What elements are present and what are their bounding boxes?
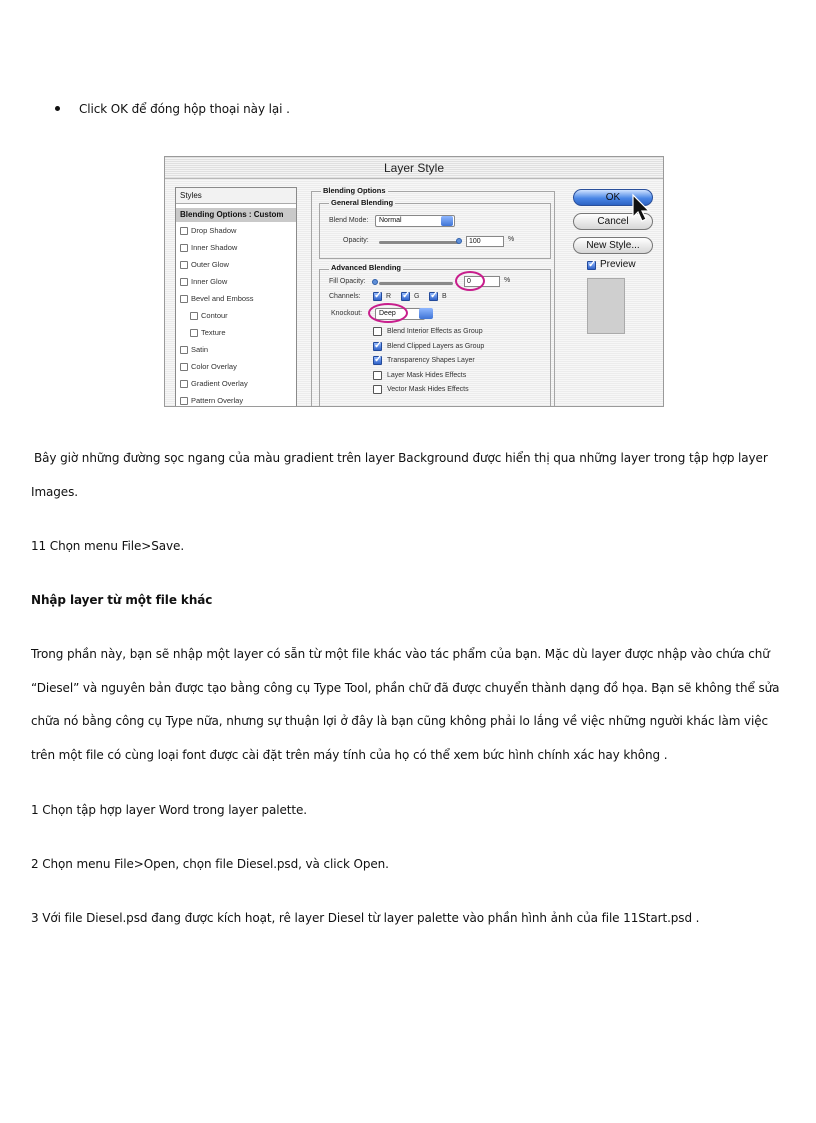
option-label-1: Blend Clipped Layers as Group bbox=[387, 342, 485, 350]
style-item-label: Drop Shadow bbox=[191, 226, 237, 235]
fill-opacity-input[interactable]: 0 bbox=[464, 276, 500, 287]
style-item-label: Gradient Overlay bbox=[191, 379, 248, 388]
opacity-slider-knob[interactable] bbox=[456, 238, 462, 244]
opacity-label: Opacity: bbox=[343, 237, 369, 244]
styles-header: Styles bbox=[176, 188, 296, 204]
style-item-label: Inner Shadow bbox=[191, 243, 238, 252]
option-checkbox-0[interactable] bbox=[373, 327, 382, 336]
fill-opacity-percent: % bbox=[504, 277, 511, 284]
knockout-arrows-icon bbox=[419, 308, 433, 319]
cancel-button[interactable]: Cancel bbox=[573, 213, 653, 230]
bullet-text: Click OK để đóng hộp thoại này lại . bbox=[79, 102, 290, 116]
paragraph-2-line-1: Trong phần này, bạn sẽ nhập một layer có sẵn từ một file khác vào tác phẩm của bạn. Mặc dù layer được nhập vào chứa chữ bbox=[31, 647, 770, 661]
fill-opacity-label: Fill Opacity: bbox=[329, 278, 366, 285]
channel-b-label: B bbox=[442, 293, 447, 300]
preview-checkbox[interactable] bbox=[587, 261, 596, 270]
option-label-0: Blend Interior Effects as Group bbox=[387, 328, 483, 335]
style-item-checkbox[interactable] bbox=[180, 380, 188, 388]
style-item-label: Pattern Overlay bbox=[191, 396, 244, 405]
option-label-2: Transparency Shapes Layer bbox=[387, 357, 475, 364]
knockout-select[interactable]: Deep bbox=[375, 308, 425, 320]
general-blending-label: General Blending bbox=[331, 198, 394, 207]
paragraph-2-line-2: “Diesel” và nguyên bản được tạo bằng công cụ Type Tool, phần chữ đã được chuyển thành dạng đồ họa. Bạn sẽ không thể sửa bbox=[31, 681, 780, 695]
channel-g-checkbox[interactable] bbox=[401, 292, 410, 301]
channel-r-checkbox[interactable] bbox=[373, 292, 382, 301]
fill-opacity-highlight-circle bbox=[455, 271, 485, 291]
preview-label: Preview bbox=[600, 259, 636, 270]
ok-button[interactable]: OK bbox=[573, 189, 653, 206]
new-style-button[interactable]: New Style... bbox=[573, 237, 653, 254]
paragraph-2-line-4: trên một file có cùng loại font được cài đặt trên máy tính của họ có thể xem bức hình chính xác hay không . bbox=[31, 748, 668, 762]
style-item-label: Satin bbox=[191, 345, 209, 354]
blend-mode-label: Blend Mode: bbox=[329, 217, 369, 224]
style-item-label: Bevel and Emboss bbox=[191, 294, 254, 303]
step-1: 1 Chọn tập hợp layer Word trong layer palette. bbox=[31, 803, 308, 817]
style-item-label: Texture bbox=[201, 328, 226, 337]
selected-style: Blending Options : Custom bbox=[176, 208, 296, 222]
channel-r-label: R bbox=[386, 293, 392, 300]
fill-opacity-slider-knob[interactable] bbox=[372, 279, 378, 285]
opacity-slider[interactable] bbox=[379, 241, 459, 244]
style-item-checkbox[interactable] bbox=[180, 244, 188, 252]
step-3: 3 Với file Diesel.psd đang được kích hoạt, rê layer Diesel từ layer palette vào phần hình ảnh của file 11Start.psd . bbox=[31, 911, 700, 925]
paragraph-1-line-2: Images. bbox=[31, 485, 78, 499]
channel-b-checkbox[interactable] bbox=[429, 292, 438, 301]
opacity-percent: % bbox=[508, 236, 515, 243]
style-item-label: Color Overlay bbox=[191, 362, 237, 371]
mouse-cursor-icon bbox=[631, 193, 653, 223]
channels-label: Channels: bbox=[329, 293, 361, 300]
style-item-checkbox[interactable] bbox=[180, 227, 188, 235]
option-label-4: Vector Mask Hides Effects bbox=[387, 386, 469, 393]
bullet-dot bbox=[55, 106, 60, 111]
knockout-label: Knockout: bbox=[331, 310, 363, 317]
style-item-label: Contour bbox=[201, 311, 228, 320]
step-2: 2 Chọn menu File>Open, chọn file Diesel.psd, và click Open. bbox=[31, 857, 389, 871]
knockout-highlight-circle bbox=[368, 303, 408, 323]
style-item-checkbox[interactable] bbox=[180, 278, 188, 286]
step-11: 11 Chọn menu File>Save. bbox=[31, 539, 185, 553]
styles-panel bbox=[175, 187, 297, 407]
option-checkbox-2[interactable] bbox=[373, 356, 382, 365]
blend-mode-select[interactable]: Normal bbox=[375, 215, 455, 227]
paragraph-1-line-1: Bây giờ những đường sọc ngang của màu gradient trên layer Background được hiển thị qua những layer trong tập hợp layer bbox=[34, 451, 768, 465]
opacity-input[interactable]: 100 bbox=[466, 236, 504, 247]
dialog-title: Layer Style bbox=[165, 157, 663, 179]
option-label-3: Layer Mask Hides Effects bbox=[387, 371, 467, 379]
channel-g-label: G bbox=[414, 293, 420, 300]
paragraph-2-line-3: chữa nó bằng công cụ Type nữa, nhưng sự thuận lợi ở đây là bạn cũng không phải lo lắng về việc những người khác làm việc bbox=[31, 714, 769, 728]
style-item-checkbox[interactable] bbox=[180, 346, 188, 354]
blend-mode-arrows-icon bbox=[441, 216, 453, 226]
style-item-checkbox[interactable] bbox=[180, 397, 188, 405]
style-item-checkbox[interactable] bbox=[190, 329, 198, 337]
fill-opacity-slider[interactable] bbox=[379, 282, 453, 285]
advanced-blending-label: Advanced Blending bbox=[331, 263, 402, 272]
preview-thumbnail bbox=[587, 278, 625, 334]
layer-style-dialog-screenshot bbox=[164, 156, 664, 407]
section-heading: Nhập layer từ một file khác bbox=[31, 593, 213, 607]
general-blending-group bbox=[319, 203, 551, 259]
option-checkbox-4[interactable] bbox=[373, 385, 382, 394]
style-item-checkbox[interactable] bbox=[190, 312, 198, 320]
option-checkbox-3[interactable] bbox=[373, 371, 382, 380]
blending-options-label: Blending Options bbox=[323, 186, 386, 195]
style-item-checkbox[interactable] bbox=[180, 261, 188, 269]
style-item-label: Outer Glow bbox=[191, 260, 229, 269]
style-item-checkbox[interactable] bbox=[180, 363, 188, 371]
style-item-label: Inner Glow bbox=[191, 277, 228, 286]
style-item-checkbox[interactable] bbox=[180, 295, 188, 303]
option-checkbox-1[interactable] bbox=[373, 342, 382, 351]
